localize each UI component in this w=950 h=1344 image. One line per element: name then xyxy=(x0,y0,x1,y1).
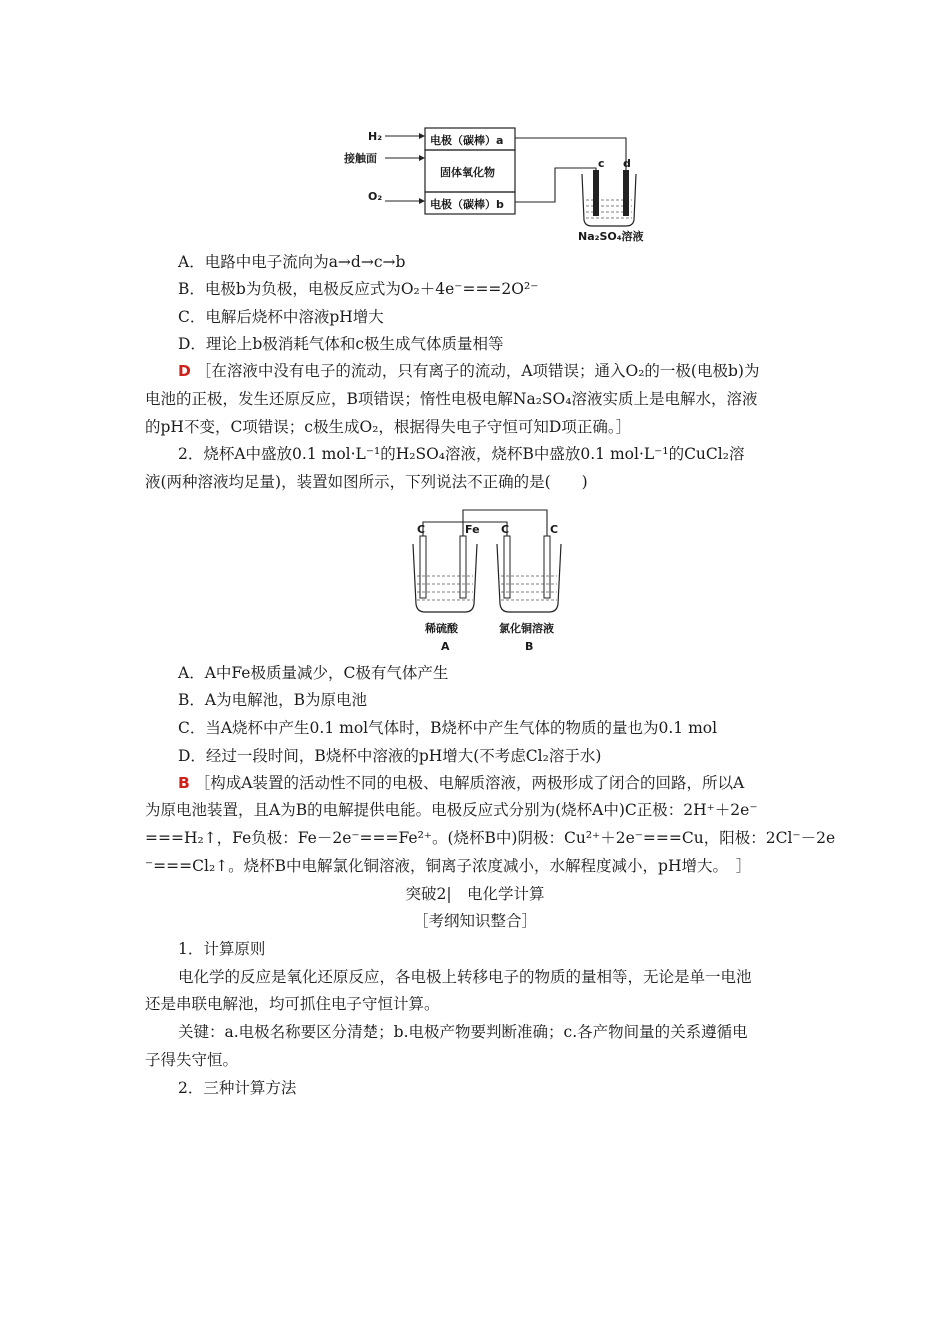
q2-option-c: C．当A烧杯中产生0.1 mol气体时，B烧杯中产生气体的物质的量也为0.1 mol xyxy=(178,719,718,737)
q2-explanation-line-3: ===H₂↑，Fe负极：Fe－2e⁻===Fe²⁺。(烧杯B中)阴极：Cu²⁺＋2e⁻===Cu，阳极：2Cl⁻－2e xyxy=(145,829,836,847)
electrode-c1-label: C xyxy=(417,523,426,536)
electrode-d-label: d xyxy=(623,157,631,170)
q2-explanation-line-2: 为原电池装置，且A为B的电解提供电能。电极反应式分别为(烧杯A中)C正极：2H⁺＋2e⁻ xyxy=(145,801,758,819)
solution-label: Na₂SO₄溶液 xyxy=(578,230,644,243)
electrode-c3-label: C xyxy=(550,523,559,536)
q1-answer: D xyxy=(178,362,191,380)
q2-answer: B xyxy=(178,774,190,792)
section-title: 突破2| 电化学计算 xyxy=(405,885,545,903)
interface-label: 接触面 xyxy=(344,152,377,165)
electrode-b-label: 电极（碳棒）b xyxy=(430,198,504,211)
q2-stem-line-1: 2．烧杯A中盛放0.1 mol·L⁻¹的H₂SO₄溶液，烧杯B中盛放0.1 mol·L⁻¹的CuCl₂溶 xyxy=(178,445,745,463)
beaker-b-solution-label: 氯化铜溶液 xyxy=(499,622,554,635)
o2-label: O₂ xyxy=(368,190,383,203)
q1-explanation-line-1 xyxy=(178,361,759,381)
beaker-a-solution-label: 稀硫酸 xyxy=(425,622,458,635)
section-subtitle: ［考纲知识整合］ xyxy=(412,912,537,930)
q2-option-a: A．A中Fe极质量减少，C极有气体产生 xyxy=(178,664,449,682)
q2-option-d: D．经过一段时间，B烧杯中溶液的pH增大(不考虑Cl₂溶于水) xyxy=(178,747,602,765)
h2-label: H₂ xyxy=(368,130,383,143)
electrode-fe-label: Fe xyxy=(465,523,480,536)
q2-explanation-line-4: ⁻===Cl₂↑。烧杯B中电解氯化铜溶液，铜离子浓度减小，水解程度减小，pH增大。 ］ xyxy=(145,857,752,875)
q2-explanation-line-1 xyxy=(178,773,744,793)
electrode-c2-label: C xyxy=(501,523,510,536)
principle-line-1: 电化学的反应是氧化还原反应，各电极上转移电子的物质的量相等，无论是单一电池 xyxy=(178,968,752,986)
q2-option-b: B．A为电解池，B为原电池 xyxy=(178,691,367,709)
q1-option-b: B．电极b为负极，电极反应式为O₂＋4e⁻===2O²⁻ xyxy=(178,280,539,298)
key-line-2: 子得失守恒。 xyxy=(145,1051,239,1069)
q2-expl-1: ［构成A装置的活动性不同的电极、电解质溶液，两极形成了闭合的回路，所以A xyxy=(194,774,745,792)
key-line-1: 关键：a.电极名称要区分清楚；b.电极产物要判断准确；c.各产物间量的关系遵循电 xyxy=(178,1023,748,1041)
q2-stem-line-2: 液(两种溶液均足量)，装置如图所示，下列说法不正确的是( ) xyxy=(145,473,588,491)
solid-oxide-label: 固体氧化物 xyxy=(440,166,495,179)
beaker-b-name-label: B xyxy=(525,640,534,653)
principle-line-2: 还是串联电解池，均可抓住电子守恒计算。 xyxy=(145,995,440,1013)
q1-expl-1: ［在溶液中没有电子的流动，只有离子的流动，A项错误；通入O₂的一极(电极b)为 xyxy=(195,362,760,380)
q1-option-d: D．理论上b极消耗气体和c极生成气体质量相等 xyxy=(178,335,504,353)
fuel-cell-diagram xyxy=(330,120,650,245)
q1-option-c: C．电解后烧杯中溶液pH增大 xyxy=(178,308,384,326)
electrode-a-label: 电极（碳棒）a xyxy=(430,134,504,147)
methods-heading: 2．三种计算方法 xyxy=(178,1079,297,1097)
beaker-a-name-label: A xyxy=(441,640,450,653)
two-beakers-diagram xyxy=(405,500,575,658)
electrode-c-label: c xyxy=(598,157,605,170)
q1-option-a: A．电路中电子流向为a→d→c→b xyxy=(178,253,406,271)
q1-explanation-line-2: 电池的正极，发生还原反应，B项错误；惰性电极电解Na₂SO₄溶液实质上是电解水，溶液 xyxy=(145,390,758,408)
q1-explanation-line-3: 的pH不变，C项错误；c极生成O₂，根据得失电子守恒可知D项正确。］ xyxy=(145,418,632,436)
principle-heading: 1．计算原则 xyxy=(178,940,266,958)
